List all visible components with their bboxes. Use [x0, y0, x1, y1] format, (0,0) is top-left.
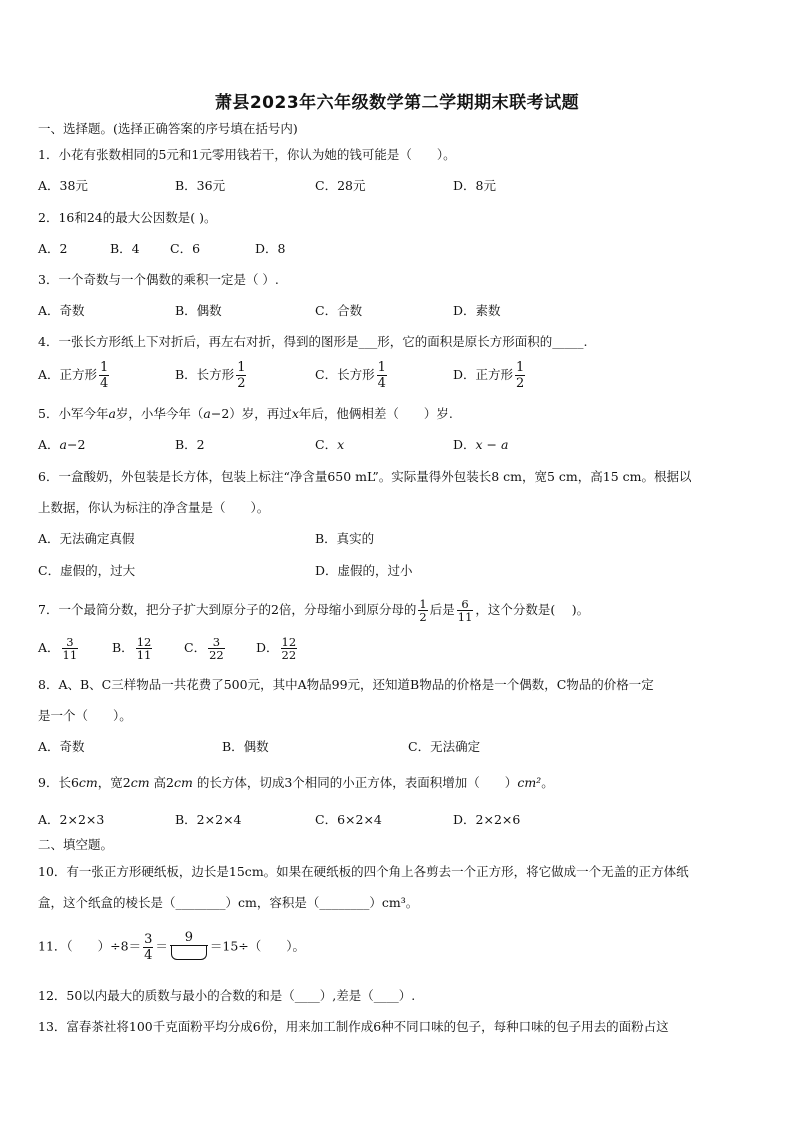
q9-text: 9．长6	[38, 775, 79, 790]
denominator: 2	[419, 610, 427, 624]
q7-option-a	[38, 636, 80, 661]
q9-option-c: C．6×2×4	[315, 812, 382, 827]
denominator: 4	[100, 376, 109, 391]
q4-option-b	[175, 360, 248, 391]
answer-blank	[171, 946, 207, 960]
question-9	[38, 775, 554, 791]
denominator: 22	[281, 648, 297, 662]
q7-option-b-label: B．	[112, 640, 134, 655]
blank-denominator	[170, 946, 208, 964]
q6-option-a: A．无法确定真假	[38, 531, 135, 546]
denominator: 4	[144, 947, 153, 963]
q7-option-d	[256, 636, 299, 661]
variable-a: a	[203, 406, 211, 421]
q5-text: 5．小军今年	[38, 406, 109, 421]
denominator: 2	[516, 376, 525, 391]
numerator: 12	[136, 635, 152, 649]
denominator: 11	[136, 648, 152, 662]
variable-x: x	[291, 406, 299, 421]
question-12: 12．50以内最大的质数与最小的合数的和是（____）,差是（____）.	[38, 988, 416, 1003]
numerator: 1	[419, 597, 427, 611]
page-title: 萧县2023年六年级数学第二学期期末联考试题	[214, 93, 580, 113]
q7-option-d-label: D．	[256, 640, 279, 655]
q7-text: 7．一个最简分数，把分子扩大到原分子的2倍，分母缩小到原分母的	[38, 602, 417, 617]
numerator: 1	[237, 360, 246, 375]
q3-option-d: D．素数	[453, 303, 501, 318]
q9-option-d: D．2×2×6	[453, 812, 521, 827]
q9-text: 的长方体，切成3个相同的小正方体，表面积增加（ ）	[192, 775, 518, 790]
question-8-line-2: 是一个（ ）。	[38, 708, 132, 723]
section-heading-fill: 二、填空题。	[38, 837, 114, 852]
q5-option-c	[315, 437, 344, 453]
q7-text: 后是	[429, 602, 455, 617]
numerator: 3	[144, 931, 153, 947]
q5-text: 年后，他俩相差（ ）岁.	[298, 406, 453, 421]
q2-option-a: A．2	[38, 241, 68, 256]
q9-text: 高2	[149, 775, 175, 790]
q8-option-c: C．无法确定	[408, 739, 481, 754]
numerator: 12	[281, 635, 297, 649]
q4-option-d	[453, 360, 527, 391]
numerator: 1	[377, 360, 386, 375]
q8-option-a: A．奇数	[38, 739, 85, 754]
q1-option-d: D．8元	[453, 178, 496, 193]
q1-option-b: B．36元	[175, 178, 226, 193]
q11-text: ＝	[155, 938, 168, 954]
q5-text: 岁，小华今年（	[115, 406, 204, 421]
question-3: 3．一个奇数与一个偶数的乘积一定是（ ）.	[38, 272, 279, 287]
fraction	[62, 636, 79, 661]
q3-option-b: B．偶数	[175, 303, 222, 318]
q7-text: ，这个分数是( )。	[475, 602, 590, 617]
question-1: 1．小花有张数相同的5元和1元零用钱若干，你认为她的钱可能是（ ）。	[38, 147, 456, 162]
q5-option-d-label: D．	[453, 437, 476, 452]
numerator: 3	[208, 636, 225, 649]
q4-option-d-label: D．正方形	[453, 367, 514, 382]
denominator: 2	[237, 376, 246, 391]
q4-option-b-label: B．长方形	[175, 367, 235, 382]
q5-option-a-text: −2	[66, 437, 86, 452]
question-10-line-1: 10．有一张正方形硬纸板，边长是15cm。如果在硬纸板的四个角上各剪去一个正方形，将它做成一个无盖的正方体纸	[38, 864, 689, 879]
q9-option-a: A．2×2×3	[38, 812, 105, 827]
q7-option-c-label: C．	[184, 640, 207, 655]
fraction	[136, 636, 153, 661]
q7-option-a-label: A．	[38, 640, 60, 655]
question-11	[38, 930, 305, 964]
numerator: 3	[62, 636, 79, 649]
fraction	[236, 360, 246, 391]
numerator: 1	[100, 360, 109, 375]
q9-text: 。	[541, 775, 554, 790]
q11-text: ＝15÷（ ）。	[209, 938, 306, 954]
q2-option-c: C．6	[170, 241, 201, 256]
denominator: 22	[209, 648, 224, 662]
q6-option-b: B．真实的	[315, 531, 375, 546]
unit: cm	[130, 775, 150, 790]
fraction	[143, 932, 153, 963]
question-6-line-2: 上数据，你认为标注的净含量是（ ）。	[38, 500, 270, 515]
q6-option-c: C．虚假的，过大	[38, 563, 136, 578]
section-heading-choice: 一、选择题。(选择正确答案的序号填在括号内)	[38, 121, 298, 136]
unit: cm	[174, 775, 193, 790]
q6-option-d: D．虚假的，过小	[315, 563, 413, 578]
q5-option-a	[38, 437, 85, 453]
denominator: 11	[457, 610, 473, 624]
fraction	[99, 360, 109, 391]
question-10-line-2: 盒，这个纸盒的棱长是（________）cm，容积是（________）cm³。	[38, 895, 419, 910]
fraction	[418, 598, 427, 623]
q1-option-a: A．38元	[38, 178, 88, 193]
q2-option-b: B．4	[110, 241, 140, 256]
q9-option-b: B．2×2×4	[175, 812, 242, 827]
variable-x: x	[337, 437, 345, 452]
q9-text: ，宽2	[97, 775, 131, 790]
question-8-line-1: 8．A、B、C三样物品一共花费了500元，其中A物品99元，还知道B物品的价格是一个偶数，C物品的价格一定	[38, 677, 654, 692]
q7-option-c	[184, 636, 227, 661]
fraction	[281, 636, 298, 661]
numerator: 1	[516, 360, 525, 375]
variable-a: a	[108, 406, 116, 421]
numerator: 6	[457, 598, 474, 611]
q4-option-c	[315, 360, 389, 391]
fraction	[457, 598, 474, 623]
q4-option-a	[38, 360, 111, 391]
q5-option-b: B．2	[175, 437, 205, 452]
variable-a: a	[59, 437, 67, 452]
q8-option-b: B．偶数	[222, 739, 269, 754]
fraction	[377, 360, 387, 391]
numerator: 9	[170, 930, 208, 946]
q4-option-c-label: C．长方形	[315, 367, 375, 382]
q5-option-d	[453, 437, 508, 453]
question-4: 4．一张长方形纸上下对折后，再左右对折，得到的图形是___形，它的面积是原长方形面积的_____.	[38, 334, 588, 349]
q5-option-a-label: A．	[38, 437, 60, 452]
question-2: 2．16和24的最大公因数是( )。	[38, 210, 217, 225]
denominator: 11	[62, 648, 78, 662]
q7-option-b	[112, 636, 154, 661]
q5-option-c-label: C．	[315, 437, 338, 452]
q3-option-a: A．奇数	[38, 303, 85, 318]
question-6-line-1: 6．一盒酸奶，外包装是长方体，包装上标注“净含量650 mL”。实际量得外包装长8 cm，宽5 cm，高15 cm。根据以	[38, 469, 692, 484]
question-5	[38, 406, 453, 422]
fraction	[170, 930, 208, 964]
denominator: 4	[377, 376, 386, 391]
question-13: 13．富春茶社将100千克面粉平均分成6份，用来加工制作成6种不同口味的包子，每种口味的包子用去的面粉占这	[38, 1019, 669, 1034]
fraction	[208, 636, 225, 661]
unit: cm	[78, 775, 98, 790]
question-7	[38, 598, 589, 623]
q4-option-a-label: A．正方形	[38, 367, 98, 382]
expression: x − a	[475, 437, 509, 452]
unit: cm²	[517, 775, 542, 790]
q3-option-c: C．合数	[315, 303, 363, 318]
q5-text: −2）岁，再过	[210, 406, 292, 421]
fraction	[515, 360, 525, 391]
q1-option-c: C．28元	[315, 178, 366, 193]
q2-option-d: D．8	[255, 241, 286, 256]
q11-text: 11．（ ）÷8＝	[38, 938, 142, 954]
